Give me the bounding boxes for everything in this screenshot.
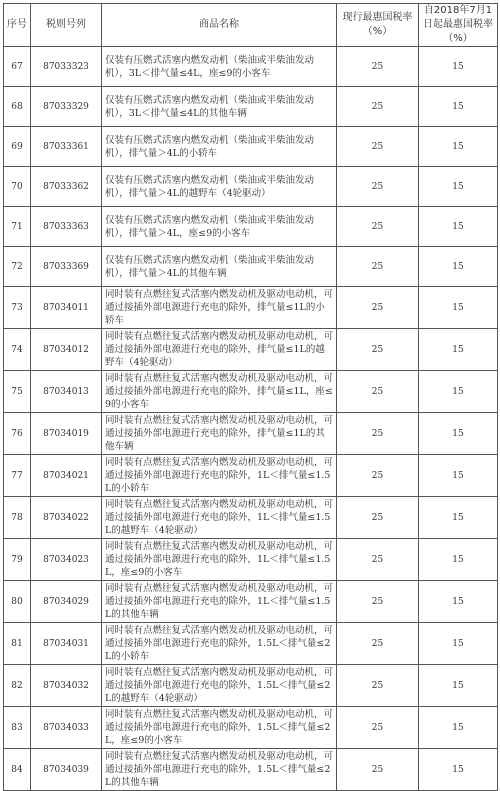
current-rate: 25 bbox=[337, 665, 419, 707]
current-rate: 25 bbox=[337, 749, 419, 791]
new-rate: 15 bbox=[419, 127, 498, 167]
new-rate: 15 bbox=[419, 87, 498, 127]
header-serial-number: 序号 bbox=[4, 4, 31, 47]
serial-number: 82 bbox=[4, 665, 31, 707]
product-name: 同时装有点燃往复式活塞内燃发动机及驱动电动机，可通过接插外部电源进行充电的除外，1L＜排气量≤1.5L，座≤9的小客车 bbox=[102, 539, 337, 581]
product-name: 同时装有点燃往复式活塞内燃发动机及驱动电动机，可通过接插外部电源进行充电的除外，排气量≤1L的小轿车 bbox=[102, 287, 337, 329]
table-row bbox=[4, 707, 498, 749]
tariff-code: 87034019 bbox=[31, 413, 102, 455]
new-rate: 15 bbox=[419, 47, 498, 87]
serial-number: 72 bbox=[4, 247, 31, 287]
current-rate: 25 bbox=[337, 329, 419, 371]
new-rate: 15 bbox=[419, 455, 498, 497]
tariff-code: 87034011 bbox=[31, 287, 102, 329]
table-row bbox=[4, 329, 498, 371]
serial-number: 73 bbox=[4, 287, 31, 329]
new-rate: 15 bbox=[419, 371, 498, 413]
new-rate: 15 bbox=[419, 497, 498, 539]
new-rate: 15 bbox=[419, 167, 498, 207]
product-name: 同时装有点燃往复式活塞内燃发动机及驱动电动机，可通过接插外部电源进行充电的除外，排气量≤1L的越野车（4轮驱动） bbox=[102, 329, 337, 371]
product-name: 仅装有压燃式活塞内燃发动机（柴油或半柴油发动机），排气量＞4L，座≤9的小客车 bbox=[102, 207, 337, 247]
header-tariff-code: 税则号列 bbox=[31, 4, 102, 47]
serial-number: 71 bbox=[4, 207, 31, 247]
current-rate: 25 bbox=[337, 371, 419, 413]
table-row bbox=[4, 47, 498, 87]
serial-number: 77 bbox=[4, 455, 31, 497]
tariff-code: 87034029 bbox=[31, 581, 102, 623]
serial-number: 67 bbox=[4, 47, 31, 87]
new-rate: 15 bbox=[419, 581, 498, 623]
current-rate: 25 bbox=[337, 127, 419, 167]
tariff-code: 87034032 bbox=[31, 665, 102, 707]
serial-number: 70 bbox=[4, 167, 31, 207]
product-name: 同时装有点燃往复式活塞内燃发动机及驱动电动机，可通过接插外部电源进行充电的除外，排气量≤1L，座≤9的小客车 bbox=[102, 371, 337, 413]
table-row bbox=[4, 247, 498, 287]
table-row bbox=[4, 581, 498, 623]
header-product-name: 商品名称 bbox=[102, 4, 337, 47]
product-name: 同时装有点燃往复式活塞内燃发动机及驱动电动机，可通过接插外部电源进行充电的除外，排气量≤1L的其他车辆 bbox=[102, 413, 337, 455]
tariff-code: 87034022 bbox=[31, 497, 102, 539]
tariff-code: 87034039 bbox=[31, 749, 102, 791]
tariff-code: 87033361 bbox=[31, 127, 102, 167]
current-rate: 25 bbox=[337, 287, 419, 329]
product-name: 同时装有点燃往复式活塞内燃发动机及驱动电动机，可通过接插外部电源进行充电的除外，1L＜排气量≤1.5L的小轿车 bbox=[102, 455, 337, 497]
current-rate: 25 bbox=[337, 455, 419, 497]
serial-number: 79 bbox=[4, 539, 31, 581]
table-row bbox=[4, 127, 498, 167]
table-row bbox=[4, 749, 498, 791]
table-row bbox=[4, 623, 498, 665]
current-rate: 25 bbox=[337, 87, 419, 127]
new-rate: 15 bbox=[419, 329, 498, 371]
current-rate: 25 bbox=[337, 581, 419, 623]
product-name: 仅装有压燃式活塞内燃发动机（柴油或半柴油发动机），3L＜排气量≤4L的其他车辆 bbox=[102, 87, 337, 127]
product-name: 同时装有点燃往复式活塞内燃发动机及驱动电动机，可通过接插外部电源进行充电的除外，1.5L＜排气量≤2L的越野车（4轮驱动） bbox=[102, 665, 337, 707]
header-current-mfn-rate: 现行最惠国税率（%） bbox=[337, 4, 419, 47]
current-rate: 25 bbox=[337, 539, 419, 581]
tariff-code: 87034013 bbox=[31, 371, 102, 413]
serial-number: 80 bbox=[4, 581, 31, 623]
product-name: 同时装有点燃往复式活塞内燃发动机及驱动电动机，可通过接插外部电源进行充电的除外，1L＜排气量≤1.5L的越野车（4轮驱动） bbox=[102, 497, 337, 539]
new-rate: 15 bbox=[419, 707, 498, 749]
product-name: 同时装有点燃往复式活塞内燃发动机及驱动电动机，可通过接插外部电源进行充电的除外，1.5L＜排气量≤2L，座≤9的小客车 bbox=[102, 707, 337, 749]
serial-number: 69 bbox=[4, 127, 31, 167]
current-rate: 25 bbox=[337, 707, 419, 749]
table-row bbox=[4, 413, 498, 455]
header-new-mfn-rate: 自2018年7月1日起最惠国税率（%） bbox=[419, 4, 498, 47]
serial-number: 76 bbox=[4, 413, 31, 455]
current-rate: 25 bbox=[337, 413, 419, 455]
tariff-code: 87033369 bbox=[31, 247, 102, 287]
serial-number: 75 bbox=[4, 371, 31, 413]
serial-number: 83 bbox=[4, 707, 31, 749]
tariff-code: 87033362 bbox=[31, 167, 102, 207]
new-rate: 15 bbox=[419, 749, 498, 791]
product-name: 仅装有压燃式活塞内燃发动机（柴油或半柴油发动机），3L＜排气量≤4L，座≤9的小客车 bbox=[102, 47, 337, 87]
product-name: 同时装有点燃往复式活塞内燃发动机及驱动电动机，可通过接插外部电源进行充电的除外，1.5L＜排气量≤2L的其他车辆 bbox=[102, 749, 337, 791]
current-rate: 25 bbox=[337, 247, 419, 287]
serial-number: 78 bbox=[4, 497, 31, 539]
tariff-code: 87033363 bbox=[31, 207, 102, 247]
current-rate: 25 bbox=[337, 207, 419, 247]
product-name: 仅装有压燃式活塞内燃发动机（柴油或半柴油发动机），排气量＞4L的小轿车 bbox=[102, 127, 337, 167]
current-rate: 25 bbox=[337, 47, 419, 87]
tariff-code: 87033329 bbox=[31, 87, 102, 127]
product-name: 仅装有压燃式活塞内燃发动机（柴油或半柴油发动机），排气量＞4L的越野车（4轮驱动） bbox=[102, 167, 337, 207]
product-name: 同时装有点燃往复式活塞内燃发动机及驱动电动机，可通过接插外部电源进行充电的除外，1L＜排气量≤1.5L的其他车辆 bbox=[102, 581, 337, 623]
tariff-code: 87034012 bbox=[31, 329, 102, 371]
new-rate: 15 bbox=[419, 247, 498, 287]
tariff-code: 87034023 bbox=[31, 539, 102, 581]
table-row bbox=[4, 665, 498, 707]
table-row bbox=[4, 167, 498, 207]
table-row bbox=[4, 371, 498, 413]
table-header-row bbox=[4, 4, 498, 47]
new-rate: 15 bbox=[419, 287, 498, 329]
serial-number: 84 bbox=[4, 749, 31, 791]
tariff-code: 87034031 bbox=[31, 623, 102, 665]
new-rate: 15 bbox=[419, 207, 498, 247]
table-row bbox=[4, 87, 498, 127]
serial-number: 81 bbox=[4, 623, 31, 665]
current-rate: 25 bbox=[337, 623, 419, 665]
table-row bbox=[4, 539, 498, 581]
new-rate: 15 bbox=[419, 413, 498, 455]
current-rate: 25 bbox=[337, 167, 419, 207]
table-row bbox=[4, 497, 498, 539]
new-rate: 15 bbox=[419, 665, 498, 707]
serial-number: 68 bbox=[4, 87, 31, 127]
new-rate: 15 bbox=[419, 623, 498, 665]
tariff-code: 87033323 bbox=[31, 47, 102, 87]
new-rate: 15 bbox=[419, 539, 498, 581]
tariff-code: 87034021 bbox=[31, 455, 102, 497]
tariff-table bbox=[3, 3, 498, 791]
product-name: 仅装有压燃式活塞内燃发动机（柴油或半柴油发动机），排气量＞4L的其他车辆 bbox=[102, 247, 337, 287]
current-rate: 25 bbox=[337, 497, 419, 539]
product-name: 同时装有点燃往复式活塞内燃发动机及驱动电动机，可通过接插外部电源进行充电的除外，1.5L＜排气量≤2L的小轿车 bbox=[102, 623, 337, 665]
table-row bbox=[4, 207, 498, 247]
table-row bbox=[4, 455, 498, 497]
table-row bbox=[4, 287, 498, 329]
tariff-code: 87034033 bbox=[31, 707, 102, 749]
serial-number: 74 bbox=[4, 329, 31, 371]
